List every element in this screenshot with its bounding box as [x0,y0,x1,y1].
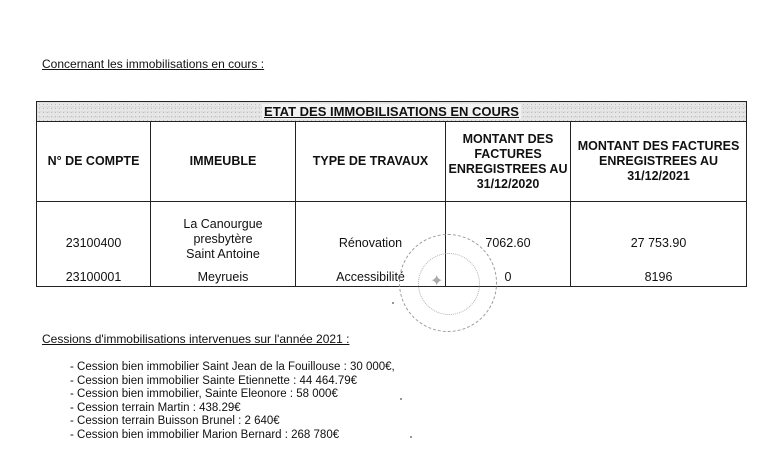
building-line: La Canourgue [183,216,263,231]
section-heading-cessions: Cessions d'immobilisations intervenues sur l'année 2021 : [42,332,350,346]
header-building: IMMEUBLE [151,122,296,202]
header-amount-2021: MONTANT DES FACTURES ENREGISTREES AU 31/12/2021 [571,122,747,202]
list-item: - Cession bien immobilier Sainte Etiennette : 44 464.79€ [70,375,395,389]
cell-account: 23100400 [37,202,151,271]
building-line: presbytère [193,231,253,246]
cell-building: Meyrueis [151,270,296,287]
cell-amount-2021: 8196 [571,270,747,287]
building-line: Saint Antoine [186,246,260,261]
list-item: - Cession bien immobilier Saint Jean de la Fouillouse : 30 000€, [70,361,395,375]
immobilisations-table-wrapper [36,101,746,287]
header-work-type: TYPE DE TRAVAUX [296,122,446,202]
cell-amount-2020: 7062.60 [446,202,571,271]
list-item: - Cession bien immobilier Marion Bernard : 268 780€ [70,429,395,443]
table-header-row [37,122,747,202]
immobilisations-table [36,101,747,287]
cell-amount-2020: 0 [446,270,571,287]
list-item: - Cession bien immobilier, Sainte Eleonore : 58 000€ [70,388,395,402]
cell-work-type: Accessibilité [296,270,446,287]
cell-account: 23100001 [37,270,151,287]
scan-speck [410,436,412,438]
cessions-list [70,361,395,443]
header-account: N° DE COMPTE [37,122,151,202]
scan-speck [400,398,402,400]
cell-building [151,202,296,271]
stamp-mark: ✦ [430,273,445,290]
header-amount-2020: MONTANT DES FACTURES ENREGISTREES AU 31/12/2020 [446,122,571,202]
table-row [37,270,747,287]
list-item: - Cession terrain Martin : 438.29€ [70,402,395,416]
table-title-text: ETAT DES IMMOBILISATIONS EN COURS [264,104,519,119]
table-row [37,202,747,271]
table-title [37,102,747,122]
scan-speck [392,302,394,304]
cell-work-type: Rénovation [296,202,446,271]
list-item: - Cession terrain Buisson Brunel : 2 640€ [70,415,395,429]
cell-amount-2021: 27 753.90 [571,202,747,271]
table-title-row [37,102,747,122]
section-heading-immobilisations: Concernant les immobilisations en cours : [42,57,265,71]
